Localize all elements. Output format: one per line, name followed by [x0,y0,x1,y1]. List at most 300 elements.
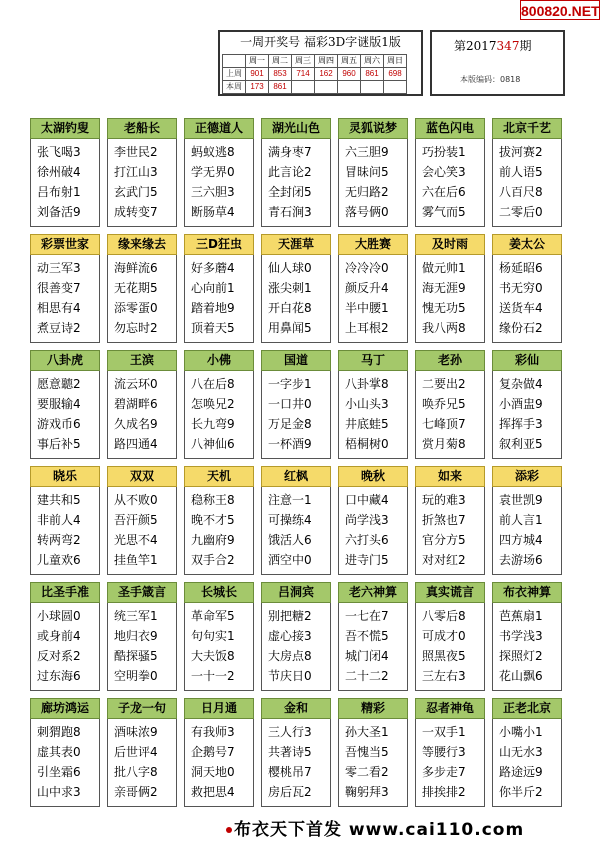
riddle-line: 八百尺8 [499,185,543,199]
row-label: 本周 [223,81,246,94]
riddle-line: 吾不慌5 [345,629,389,643]
riddle-box [184,698,254,814]
riddle-lines [30,139,100,227]
riddle-box [415,350,485,466]
riddle-author: 天机 [184,466,254,487]
riddle-line: 稳称王8 [191,493,235,507]
riddle-author: 晓乐 [30,466,100,487]
riddle-box [30,350,100,466]
riddle-line: 可操练4 [268,513,312,527]
riddle-line: 三六胆3 [191,185,235,199]
riddle-box [338,234,408,350]
riddle-line: 排挨排2 [422,785,466,799]
riddle-box [415,698,485,814]
riddle-lines [492,603,562,691]
riddle-line: 断肠草4 [191,205,235,219]
draw-number: 714 [292,68,315,81]
riddle-line: 涨尖刺1 [268,281,312,295]
riddle-line: 亲哥俩2 [114,785,158,799]
riddle-lines [338,603,408,691]
riddle-line: 酒味浓9 [114,725,158,739]
riddle-line: 我八两8 [422,321,466,335]
riddle-line: 反对系2 [37,649,81,663]
riddle-lines [261,139,331,227]
riddle-line: 书无穷0 [499,281,543,295]
riddle-line: 后世评4 [114,745,158,759]
riddle-line: 进寺门5 [345,553,389,567]
riddle-line: 山中求3 [37,785,81,799]
riddle-line: 零二看2 [345,765,389,779]
riddle-box [30,582,100,698]
riddle-line: 青石涧3 [268,205,312,219]
riddle-line: 统三军1 [114,609,158,623]
riddle-author: 老船长 [107,118,177,139]
riddle-line: 无归路2 [345,185,389,199]
riddle-line: 路途远9 [499,765,543,779]
riddle-box [492,118,562,234]
riddle-lines [492,139,562,227]
riddle-line: 二零后0 [499,205,543,219]
riddle-line: 满身枣7 [268,145,312,159]
riddle-line: 儿童欢6 [37,553,81,567]
riddle-line: 山无水3 [499,745,543,759]
riddle-author: 湖光山色 [261,118,331,139]
riddle-line: 双手合2 [191,553,235,567]
riddle-line: 大夫饭8 [191,649,235,663]
riddle-line: 挂鱼竿1 [114,553,158,567]
riddle-line: 一十一2 [191,669,235,683]
riddle-lines [415,255,485,343]
riddle-line: 半中腰1 [345,301,389,315]
riddle-line: 玩的难3 [422,493,466,507]
riddle-lines [30,371,100,459]
riddle-line: 路四通4 [114,437,158,451]
riddle-line: 好多蘑4 [191,261,235,275]
riddle-line: 复杂做4 [499,377,543,391]
riddle-grid [30,118,580,814]
riddle-line: 口中藏4 [345,493,389,507]
riddle-author: 布衣神算 [492,582,562,603]
riddle-line: 要服输4 [37,397,81,411]
riddle-box [415,466,485,582]
riddle-author: 真实谎言 [415,582,485,603]
riddle-line: 吕布射1 [37,185,81,199]
riddle-box [184,234,254,350]
riddle-line: 一字步1 [268,377,312,391]
riddle-author: 忍者神龟 [415,698,485,719]
riddle-line: 玄武门5 [114,185,158,199]
row-label [223,55,246,68]
riddle-lines [338,487,408,575]
riddle-line: 八卦掌8 [345,377,389,391]
riddle-box [415,118,485,234]
riddle-line: 从不败0 [114,493,158,507]
riddle-line: 勿忘时2 [114,321,158,335]
riddle-line: 等腰行3 [422,745,466,759]
riddle-author: 八卦虎 [30,350,100,371]
riddle-lines [492,487,562,575]
draw-number [292,81,315,94]
riddle-line: 一口井0 [268,397,312,411]
riddle-author: 老六神算 [338,582,408,603]
riddle-line: 一双手1 [422,725,466,739]
riddle-box [184,582,254,698]
riddle-box [492,350,562,466]
riddle-box [107,698,177,814]
riddle-author: 正老北京 [492,698,562,719]
riddle-box [107,582,177,698]
riddle-lines [107,487,177,575]
riddle-author: 大胜赛 [338,234,408,255]
riddle-line: 久成名9 [114,417,158,431]
riddle-line: 七峰顶7 [422,417,466,431]
riddle-lines [261,371,331,459]
riddle-box [338,698,408,814]
riddle-author: 姜太公 [492,234,562,255]
site-watermark: 800820.NET [520,0,600,20]
results-table [222,54,407,94]
row-label: 上周 [223,68,246,81]
riddle-line: 有我师3 [191,725,235,739]
riddle-line: 巧扮装1 [422,145,466,159]
riddle-line: 会心笑3 [422,165,466,179]
riddle-line: 梧桐树0 [345,437,389,451]
riddle-line: 流云环0 [114,377,158,391]
riddle-line: 房后瓦2 [268,785,312,799]
riddle-line: 洞天地0 [191,765,235,779]
draw-number: 901 [246,68,269,81]
riddle-box [184,466,254,582]
riddle-line: 做元帅1 [422,261,466,275]
riddle-author: 彩票世家 [30,234,100,255]
riddle-box [261,234,331,350]
riddle-lines [107,603,177,691]
riddle-line: 饿活人6 [268,533,312,547]
riddle-author: 红枫 [261,466,331,487]
riddle-line: 六打头6 [345,533,389,547]
riddle-box [338,466,408,582]
riddle-line: 愧无功5 [422,301,466,315]
riddle-author: 添彩 [492,466,562,487]
riddle-line: 探照灯2 [499,649,543,663]
weekday-label: 周六 [361,55,384,68]
riddle-lines [261,255,331,343]
riddle-line: 开白花8 [268,301,312,315]
riddle-line: 八零后8 [422,609,466,623]
riddle-author: 圣手箴言 [107,582,177,603]
riddle-line: 蚂蚁逃8 [191,145,235,159]
riddle-line: 怎唤兄2 [191,397,235,411]
riddle-box [492,582,562,698]
riddle-line: 地归衣9 [114,629,158,643]
riddle-line: 袁世凯9 [499,493,543,507]
riddle-author: 金和 [261,698,331,719]
issue-panel [430,30,565,96]
riddle-box [261,582,331,698]
riddle-line: 前人语5 [499,165,543,179]
riddle-lines [492,371,562,459]
draw-results-panel [218,30,423,96]
riddle-lines [415,139,485,227]
draw-number: 162 [315,68,338,81]
riddle-line: 八在后8 [191,377,235,391]
riddle-box [492,466,562,582]
riddle-box [415,234,485,350]
riddle-lines [261,603,331,691]
draw-number [384,81,407,94]
riddle-author: 小佛 [184,350,254,371]
riddle-line: 二十二2 [345,669,389,683]
riddle-line: 无花期5 [114,281,158,295]
weekday-label: 周二 [269,55,292,68]
riddle-line: 或身前4 [37,629,81,643]
riddle-line: 落号俩0 [345,205,389,219]
riddle-box [107,350,177,466]
riddle-line: 送货车4 [499,301,543,315]
riddle-line: 此言论2 [268,165,312,179]
riddle-line: 踏着地9 [191,301,235,315]
riddle-box [184,350,254,466]
riddle-author: 蓝色闪电 [415,118,485,139]
riddle-line: 尚学浅3 [345,513,389,527]
riddle-box [30,118,100,234]
riddle-author: 子龙一句 [107,698,177,719]
riddle-author: 三D狂虫 [184,234,254,255]
riddle-line: 学无界0 [191,165,235,179]
riddle-box [107,118,177,234]
riddle-line: 动三军3 [37,261,81,275]
riddle-box [492,234,562,350]
riddle-line: 拔河赛2 [499,145,543,159]
footer-banner: 布衣天下首发 www.cai110.com [226,815,524,840]
riddle-line: 吾愧当5 [345,745,389,759]
riddle-line: 三左右3 [422,669,466,683]
riddle-line: 事后补5 [37,437,81,451]
riddle-lines [184,719,254,807]
riddle-author: 缘来缘去 [107,234,177,255]
riddle-line: 打江山3 [114,165,158,179]
riddle-line: 海无涯9 [422,281,466,295]
riddle-line: 刘备活9 [37,205,81,219]
draw-number: 861 [269,81,292,94]
draw-number: 960 [338,68,361,81]
riddle-line: 官分方5 [422,533,466,547]
riddle-line: 别把糖2 [268,609,312,623]
riddle-box [107,466,177,582]
riddle-line: 虚心接3 [268,629,312,643]
riddle-line: 颜反升4 [345,281,389,295]
riddle-lines [415,487,485,575]
riddle-line: 一七在7 [345,609,389,623]
riddle-author: 太湖钓叟 [30,118,100,139]
riddle-line: 你半斤2 [499,785,543,799]
riddle-line: 六在后6 [422,185,466,199]
draw-number: 861 [361,68,384,81]
riddle-lines [30,719,100,807]
riddle-author: 国道 [261,350,331,371]
riddle-author: 彩仙 [492,350,562,371]
riddle-lines [261,719,331,807]
riddle-line: 井底蛙5 [345,417,389,431]
riddle-lines [184,371,254,459]
riddle-line: 对对红2 [422,553,466,567]
riddle-line: 小酒盅9 [499,397,543,411]
issue-number: 第2017347期 [454,39,532,53]
edition-code: 本版编码：0818 [460,75,521,84]
riddle-line: 九幽府9 [191,533,235,547]
riddle-line: 成转变7 [114,205,158,219]
riddle-author: 老孙 [415,350,485,371]
riddle-line: 吾汗颜5 [114,513,158,527]
riddle-author: 王滨 [107,350,177,371]
riddle-line: 建共和5 [37,493,81,507]
riddle-author: 及时雨 [415,234,485,255]
riddle-lines [107,255,177,343]
riddle-line: 六三胆9 [345,145,389,159]
riddle-line: 挥挥手3 [499,417,543,431]
weekday-label: 周三 [292,55,315,68]
riddle-line: 共著诗5 [268,745,312,759]
riddle-lines [338,139,408,227]
draw-number [315,81,338,94]
riddle-line: 小山头3 [345,397,389,411]
riddle-lines [107,371,177,459]
riddle-line: 孙大圣1 [345,725,389,739]
riddle-lines [30,603,100,691]
riddle-line: 引坐霜6 [37,765,81,779]
riddle-author: 北京千艺 [492,118,562,139]
riddle-line: 小球圆0 [37,609,81,623]
riddle-author: 如来 [415,466,485,487]
riddle-line: 虚其表0 [37,745,81,759]
riddle-line: 叙利亚5 [499,437,543,451]
riddle-line: 心向前1 [191,281,235,295]
riddle-line: 晚不才5 [191,513,235,527]
riddle-line: 杨延昭6 [499,261,543,275]
results-row [223,81,407,94]
riddle-author: 日月通 [184,698,254,719]
riddle-box [107,234,177,350]
riddle-author: 比圣手准 [30,582,100,603]
riddle-author: 长城长 [184,582,254,603]
panel-title: 一周开奖号 福彩3D字谜版1版 [240,35,401,49]
riddle-line: 冷冷冷0 [345,261,389,275]
draw-number [338,81,361,94]
riddle-line: 赏月菊8 [422,437,466,451]
riddle-lines [261,487,331,575]
riddle-line: 用鼻闻5 [268,321,312,335]
riddle-line: 可成才0 [422,629,466,643]
riddle-box [415,582,485,698]
riddle-lines [30,255,100,343]
riddle-line: 大房点8 [268,649,312,663]
riddle-box [261,350,331,466]
riddle-line: 刺猬跑8 [37,725,81,739]
riddle-lines [415,603,485,691]
riddle-author: 廊坊鸿运 [30,698,100,719]
riddle-line: 城门闭4 [345,649,389,663]
riddle-box [261,118,331,234]
riddle-author: 精彩 [338,698,408,719]
riddle-line: 革命军5 [191,609,235,623]
riddle-author: 马丁 [338,350,408,371]
weekday-label: 周四 [315,55,338,68]
riddle-line: 花山飘6 [499,669,543,683]
riddle-line: 小嘴小1 [499,725,543,739]
riddle-line: 救把思4 [191,785,235,799]
riddle-line: 愿意聽2 [37,377,81,391]
riddle-line: 上耳根2 [345,321,389,335]
riddle-author: 双双 [107,466,177,487]
weekday-label: 周一 [246,55,269,68]
riddle-line: 长九弯9 [191,417,235,431]
riddle-line: 多步走7 [422,765,466,779]
riddle-box [338,118,408,234]
riddle-lines [338,371,408,459]
riddle-line: 万足金8 [268,417,312,431]
riddle-line: 李世民2 [114,145,158,159]
riddle-box [261,466,331,582]
riddle-line: 酷探骚5 [114,649,158,663]
riddle-lines [415,371,485,459]
riddle-line: 企鹅号7 [191,745,235,759]
riddle-line: 八神仙6 [191,437,235,451]
riddle-line: 一杯酒9 [268,437,312,451]
riddle-lines [415,719,485,807]
riddle-box [184,118,254,234]
riddle-line: 海鲜流6 [114,261,158,275]
riddle-author: 晚秋 [338,466,408,487]
riddle-line: 书学浅3 [499,629,543,643]
riddle-line: 徐州破4 [37,165,81,179]
riddle-line: 非前人4 [37,513,81,527]
riddle-box [338,350,408,466]
riddle-box [30,466,100,582]
riddle-lines [184,487,254,575]
riddle-author: 天涯草 [261,234,331,255]
riddle-line: 添零蛋0 [114,301,158,315]
riddle-line: 顶着天5 [191,321,235,335]
riddle-line: 煮豆诗2 [37,321,81,335]
riddle-line: 前人言1 [499,513,543,527]
riddle-lines [338,255,408,343]
riddle-author: 吕洞宾 [261,582,331,603]
bullet-icon [226,827,232,833]
results-row [223,55,407,68]
results-row [223,68,407,81]
riddle-box [492,698,562,814]
riddle-line: 二要出2 [422,377,466,391]
draw-number [361,81,384,94]
draw-number: 698 [384,68,407,81]
riddle-line: 鞠躬拜3 [345,785,389,799]
riddle-line: 唤乔兄5 [422,397,466,411]
riddle-line: 洒空中0 [268,553,312,567]
riddle-lines [492,719,562,807]
riddle-line: 句句实1 [191,629,235,643]
riddle-author: 灵狐说梦 [338,118,408,139]
riddle-lines [492,255,562,343]
riddle-lines [338,719,408,807]
riddle-line: 转两弯2 [37,533,81,547]
draw-number: 173 [246,81,269,94]
riddle-lines [30,487,100,575]
draw-number: 853 [269,68,292,81]
weekday-label: 周日 [384,55,407,68]
riddle-lines [107,719,177,807]
riddle-line: 照黑夜5 [422,649,466,663]
riddle-line: 去游场6 [499,553,543,567]
